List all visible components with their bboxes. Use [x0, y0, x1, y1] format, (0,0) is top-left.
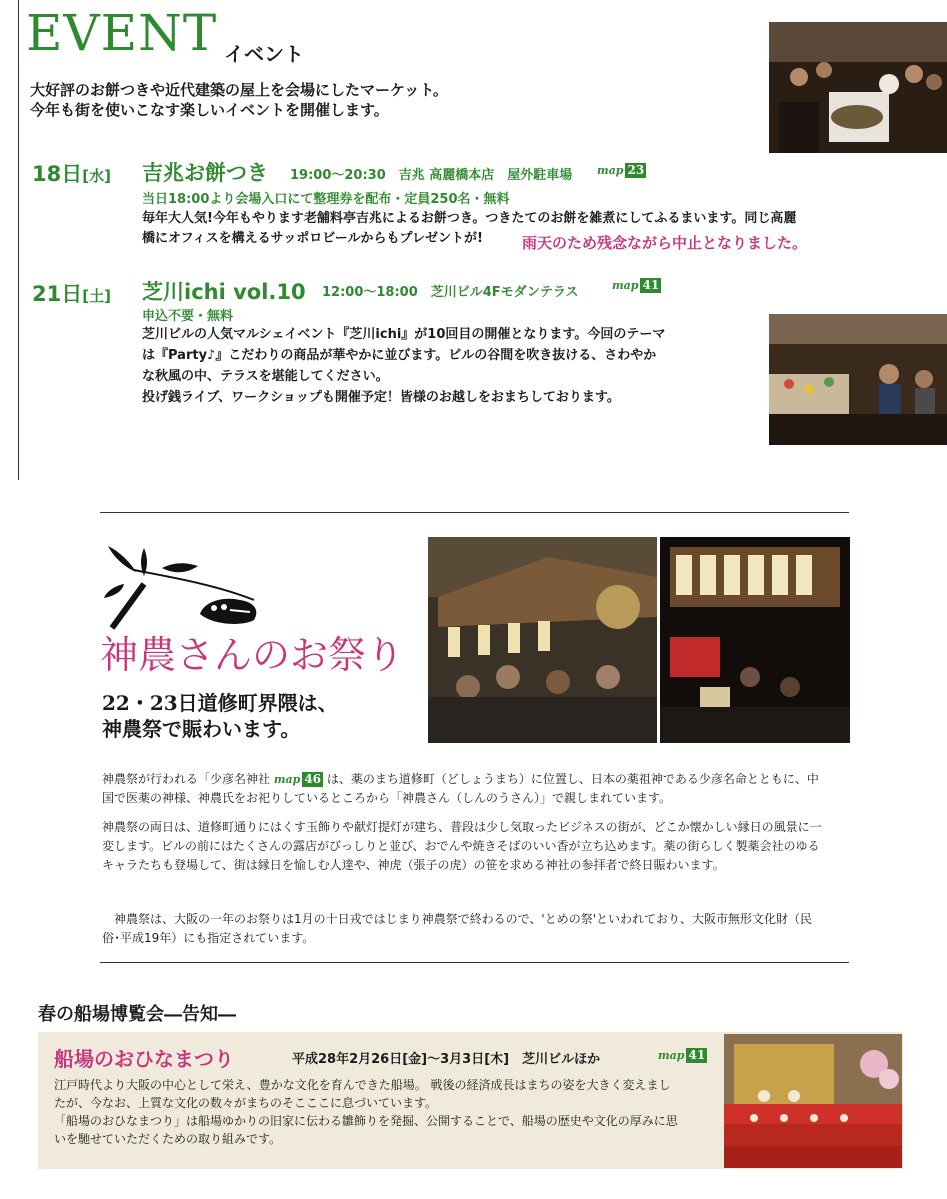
spring-heading: 春の船場博覧会―告知―: [38, 1004, 236, 1025]
event-1-meta: 19:00～20:30 吉兆 高麗橋本店 屋外駐車場: [290, 168, 573, 183]
event-2-map-ref[interactable]: map 41: [612, 278, 660, 292]
spring-body-3: 「船場のおひなまつり」は船場ゆかりの旧家に伝わる雛飾りを発掘、公開することで、船場の歴史や文化の厚みに思: [54, 1114, 678, 1128]
spring-body-4: いを馳せていただくための取り組みです。: [54, 1132, 282, 1146]
festival-map-ref[interactable]: map 46: [273, 772, 322, 786]
event-2-sub: 申込不要・無料: [142, 309, 234, 324]
festival-night-photo: [660, 537, 850, 743]
event-1-sub: 当日18:00より会場入口にて整理券を配布・定員250名・無料: [142, 192, 510, 207]
festival-subtitle-1: 22・23日道修町界隈は、: [102, 691, 338, 715]
event-2-title: 芝川ichi vol.10: [142, 280, 306, 304]
event-2-meta: 12:00～18:00 芝川ビル4Fモダンテラス: [322, 285, 579, 300]
festival-paragraph-2: 神農祭の両日は、道修町通りにはくす玉飾りや献灯提灯が建ち、普段は少し気取ったビジネスの街が、どこか懐かしい縁日の風景に一変します。ビルの前にはたくさんの露店がびっしりと並び、おでんや焼きそばのいい香が立ち込めます。薬の街らしく製薬会社のゆるキャラたちも登場して、街は縁日を愉しむ人達や、神虎（張子の虎）の笹を求める神社の参拝者で終日賑わいます。: [102, 820, 822, 872]
spring-body-2: たが、今なお、上質な文化の数々がまちのそこここに息づいています。: [54, 1096, 438, 1110]
intro-line-2: 今年も街を使いこなす楽しいイベントを開催します。: [30, 101, 389, 119]
event-2-body-2: は『Party♪』こだわりの商品が華やかに並びます。ビルの谷間を吹き抜ける、さわやか: [142, 348, 657, 363]
spring-map-ref[interactable]: map 41: [658, 1048, 706, 1062]
event-1-date: 18日[水]: [32, 162, 111, 186]
spring-title: 船場のおひなまつり: [54, 1047, 234, 1071]
page-title-kana: イベント: [224, 42, 304, 66]
festival-subtitle-2: 神農祭で賑わいます。: [102, 717, 301, 741]
festival-top-rule: [100, 512, 849, 513]
festival-paragraph-1: 神農祭が行われる「少彦名神社 map 46 は、薬のまち道修町（どしょうまち）に位置し、日本の薬祖神である少彦名命とともに、中国で医薬の神様、神農氏をお祀りしているところから「神農さん（しんのうさん）」で親しまれています。: [102, 772, 819, 805]
event-2-body-4: 投げ銭ライブ、ワークショップも開催予定！皆様のお越しをおまちしております。: [142, 390, 620, 405]
left-divider-line: [18, 0, 19, 480]
event-2-date: 21日[土]: [32, 282, 111, 306]
event-1-cancel-notice: 雨天のため残念ながら中止となりました。: [522, 234, 808, 252]
marche-event-photo: [769, 314, 947, 445]
festival-stalls-photo: [428, 537, 657, 743]
festival-title: 神農さんのお祭り: [100, 633, 405, 677]
intro-line-1: 大好評のお餅つきや近代建築の屋上を会場にしたマーケット。: [30, 81, 448, 99]
event-2-body-1: 芝川ビルの人気マルシェイベント『芝川ichi』が10回目の開催となります。今回のテーマ: [142, 327, 666, 342]
event-1-body-1: 毎年大人気!今年もやります老舗料亭吉兆によるお餅つき。つきたてのお餅を雑煮にしてふるまいます。同じ高麗: [142, 211, 797, 226]
festival-bottom-rule: [100, 962, 849, 963]
event-2-body-3: な秋風の中、テラスを堪能してください。: [142, 369, 389, 384]
mochi-event-photo: [769, 22, 947, 153]
festival-paragraph-3: 神農祭は、大阪の一年のお祭りは1月の十日戎ではじまり神農祭で終わるので、'とめの祭'といわれており、大阪市無形文化財（民俗･平成19年）にも指定されています。: [102, 912, 812, 945]
page-title: EVENT: [26, 4, 218, 62]
bamboo-tiger-icon: [104, 540, 284, 634]
event-1-map-ref[interactable]: map 23: [597, 163, 645, 177]
spring-meta: 平成28年2月26日[金]～3月3日[木] 芝川ビルほか: [292, 1052, 601, 1067]
hina-dolls-photo: [724, 1034, 902, 1168]
event-1-body-2: 橋にオフィスを構えるサッポロビールからもプレゼントが!: [142, 231, 483, 246]
spring-body-1: 江戸時代より大阪の中心として栄え、豊かな文化を育んできた船場。 戦後の経済成長はまちの姿を大きく変えまし: [54, 1078, 671, 1092]
event-1-title: 吉兆お餅つき: [142, 161, 268, 185]
